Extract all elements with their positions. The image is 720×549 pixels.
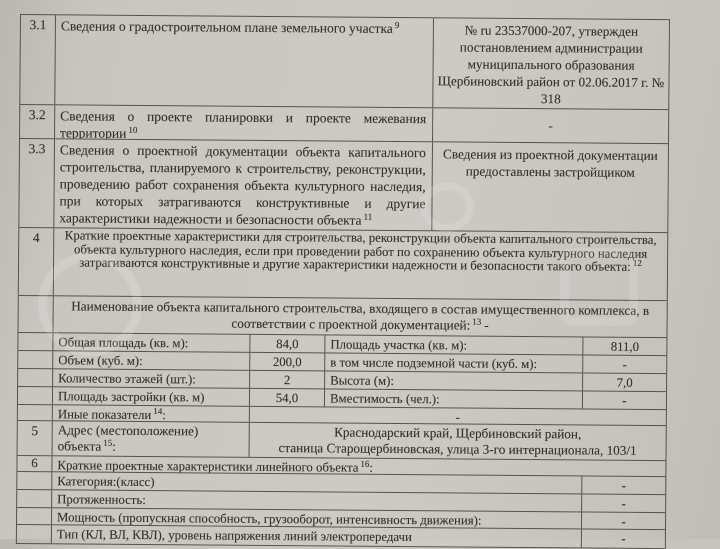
other-indicators-value: - xyxy=(455,410,461,425)
total-area-value: 84,0 xyxy=(250,335,325,353)
row-3-2 xyxy=(20,105,668,144)
row-3-3-label xyxy=(54,139,433,230)
address-line-1: Краснодарский край, Щербиновский район, xyxy=(334,424,582,442)
other-indicators-label xyxy=(53,405,250,422)
total-area-label: Общая площадь (кв. м): xyxy=(53,333,250,352)
char-row-number xyxy=(18,387,53,404)
plot-area-label: Площадь участка (кв. м): xyxy=(325,335,583,354)
row-4-text xyxy=(54,228,668,300)
char-row-number xyxy=(18,351,53,368)
row-3-2-label xyxy=(55,105,433,141)
capacity-value: - xyxy=(622,393,627,408)
object-name-text: Наименование объекта капитального строительства, входящего в состав имущественного комплекса, в соответствии с проектной документацией: xyxy=(71,298,650,333)
row-5-number: 5 xyxy=(18,421,53,455)
length-label: Протяженность: xyxy=(52,490,582,511)
address-line-2: станица Старощербиновская, улица 3-го интернационала, 103/1 xyxy=(278,440,637,458)
row-6-number: 6 xyxy=(17,456,52,471)
volume-label: Объем (куб. м): xyxy=(53,351,250,370)
category-label: Категория:(класс) xyxy=(52,472,582,493)
row-line-type xyxy=(17,525,665,548)
other-indicators-text: Иные показатели xyxy=(57,407,152,422)
row-3-2-value: - xyxy=(548,117,553,133)
row-6-header-text: Краткие проектные характеристики линейного объекта xyxy=(57,458,359,475)
address-label-text: Адрес (местоположение) объекта xyxy=(57,422,199,454)
row-3-1-label-text: Сведения о градостроительном плане земельного участка xyxy=(60,18,393,36)
row-4-text-body: Краткие проектные характеристики для строительства, реконструкции объекта капитального строительства, объекта культурного наследия, если при проведении работ по сохранению объекта культурного наследия затрагиваются конструктивные и другие характеристики надежности и безопасности такого объекта: xyxy=(64,228,657,274)
power-value: - xyxy=(621,514,626,529)
char-row-number xyxy=(17,490,52,507)
line-type-label: Тип (КЛ, ВЛ, КВЛ), уровень напряжения линий электропередачи xyxy=(52,525,582,547)
urban-plan-table xyxy=(16,14,670,549)
floors-value: 2 xyxy=(250,371,325,389)
footnote-14: 14 xyxy=(153,405,163,416)
underground-part-value: - xyxy=(622,357,627,372)
footnote-9: 9 xyxy=(394,19,400,30)
footprint-label: Площадь застройки (кв. м) xyxy=(53,387,250,406)
row-3-1-number: 3.1 xyxy=(20,15,56,104)
length-value: - xyxy=(621,496,626,511)
address-label xyxy=(53,421,250,457)
power-label: Мощность (пропускная способность, грузооборот, интенсивность движения): xyxy=(52,508,582,528)
char-row-number xyxy=(17,508,52,524)
row-3-1 xyxy=(20,15,669,110)
row-3-1-value: № ru 23537000-207, утвержден постановлением администрации муниципального образования Щербиновский район от 02.06.2017 г. № 318 xyxy=(437,22,665,107)
row-3-3-label-text: Сведения о проектной документации объекта капитального строительства, планируемого к строительству, реконструкции, проведению работ сохранения объекта культурного наследия, при которых затрагиваются конструктивные и другие характеристики надежности и безопасности объекта xyxy=(59,142,426,228)
row-3-2-number: 3.2 xyxy=(20,105,55,138)
footnote-16: 16 xyxy=(360,458,370,469)
char-row-number xyxy=(17,472,52,489)
footnote-15: 15 xyxy=(103,437,113,448)
address-value xyxy=(250,423,666,460)
row-6-header-colon: : xyxy=(369,460,374,475)
volume-value: 200,0 xyxy=(250,353,325,371)
underground-part-label: в том числе подземной части (куб. м): xyxy=(325,353,583,372)
row-object-name-number xyxy=(19,296,54,332)
row-3-3 xyxy=(19,139,668,233)
row-object-name-text xyxy=(54,296,667,337)
row-4 xyxy=(19,228,668,301)
row-5-address xyxy=(18,421,666,461)
row-3-3-number: 3.3 xyxy=(19,139,55,227)
row-3-1-label xyxy=(55,15,434,107)
row-object-name xyxy=(18,296,666,338)
other-indicators-colon: : xyxy=(162,408,166,422)
char-row-number xyxy=(18,405,53,420)
capacity-label: Вместимость (чел.): xyxy=(325,389,583,408)
height-label: Высота (м): xyxy=(325,371,583,390)
address-label-colon: : xyxy=(112,438,117,454)
char-row-number xyxy=(17,525,52,543)
footnote-13: 13 xyxy=(472,316,482,327)
footnote-12: 12 xyxy=(632,257,642,268)
char-row-number xyxy=(18,333,53,350)
footnote-10: 10 xyxy=(128,124,138,135)
footnote-11: 11 xyxy=(363,211,373,222)
footprint-value: 54,0 xyxy=(250,389,325,407)
height-value: 7,0 xyxy=(616,375,633,390)
char-row-number xyxy=(18,369,53,386)
object-name-value: - xyxy=(484,317,489,333)
row-4-number: 4 xyxy=(19,228,55,295)
line-type-value: - xyxy=(621,531,626,546)
row-3-3-value: Сведения из проектной документации предоставлены застройщиком xyxy=(443,146,658,180)
category-value: - xyxy=(621,478,626,493)
floors-label: Количество этажей (шт.): xyxy=(53,369,250,388)
row-3-2-label-text: Сведения о проекте планировки и проекте межевания территории xyxy=(60,108,427,141)
plot-area-value: 811,0 xyxy=(610,339,640,354)
